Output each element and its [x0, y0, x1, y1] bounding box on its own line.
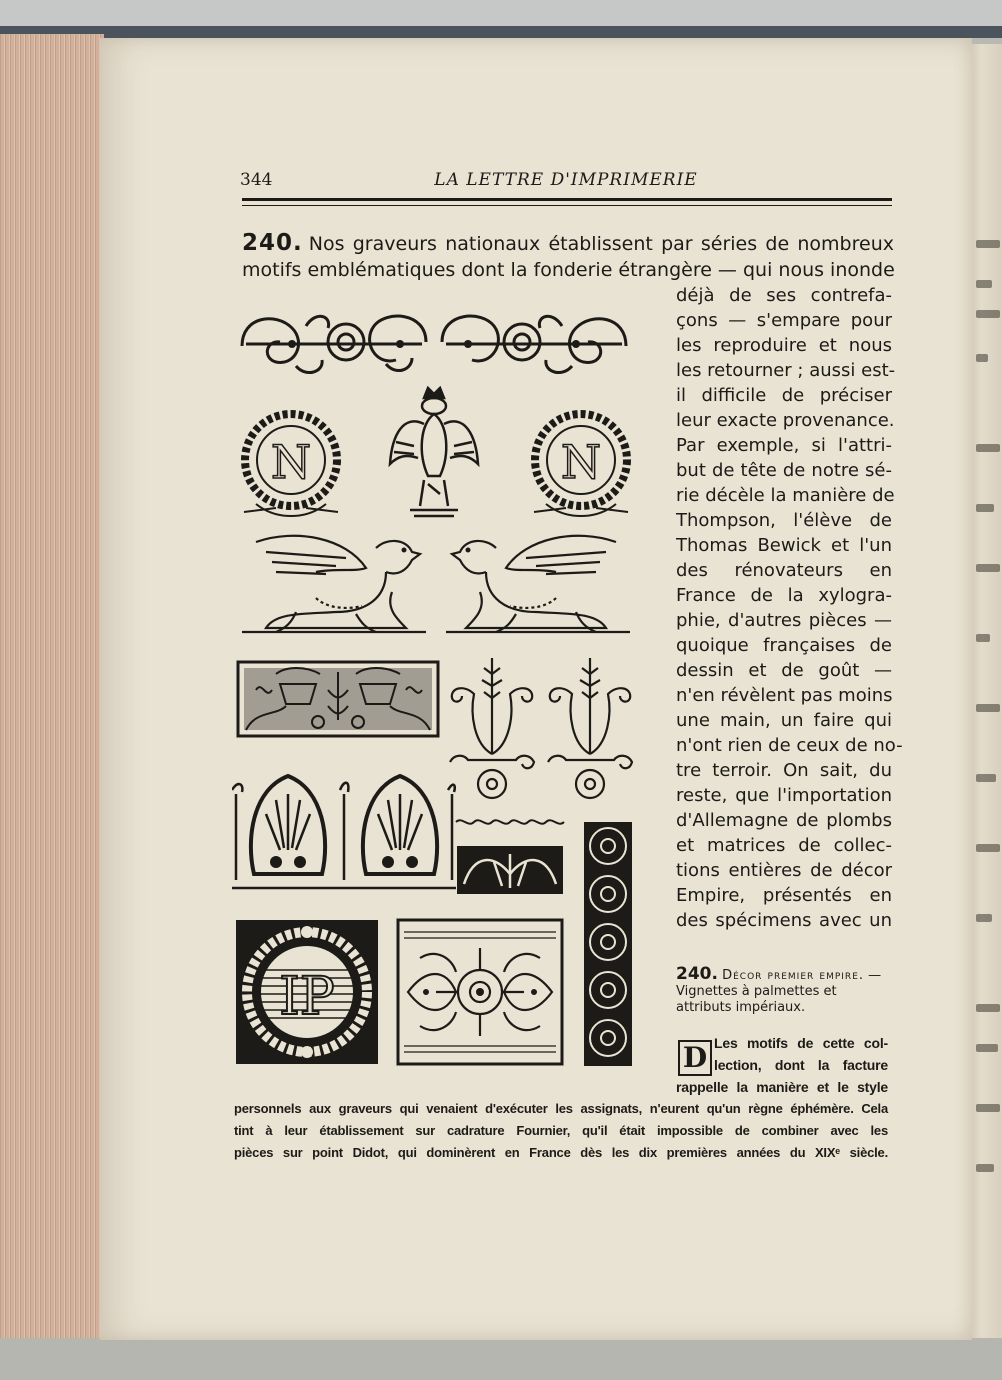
column-line: les retourner ; aussi est-	[676, 360, 896, 381]
palmette-plant-right	[542, 654, 638, 804]
acanthus-border-panel	[454, 814, 566, 898]
lead-line-2: motifs emblématiques dont la fonderie étrangère — qui nous inonde	[242, 259, 895, 281]
scroll-ornament-left	[236, 306, 432, 380]
column-line: une main, un faire qui	[676, 710, 892, 731]
griffin-right	[440, 528, 636, 638]
imperial-eagle	[384, 384, 484, 520]
wreath-left	[236, 408, 346, 520]
header-rule-thick	[242, 198, 892, 201]
column-line: il difficile de préciser	[676, 385, 892, 406]
column-line: France de la xylogra-	[676, 585, 892, 606]
column-line: but de tête de notre sé-	[676, 460, 892, 481]
palmette-plant-left	[444, 654, 540, 804]
caption-number: 240.	[676, 964, 718, 984]
figure-caption	[676, 966, 892, 1016]
column-line: et matrices de collec-	[676, 835, 892, 856]
wreath-letter-right: N	[560, 435, 602, 489]
note-line: lection, dont la facture	[714, 1057, 888, 1073]
column-line: Par exemple, si l'attri-	[676, 435, 892, 456]
column-line: déjà de ses contrefa-	[676, 285, 892, 306]
column-line: des spécimens avec un	[676, 910, 892, 931]
column-line: rie décèle la manière de	[676, 485, 895, 506]
ip-monogram-wreath	[234, 918, 380, 1066]
caption-title: Décor premier empire.	[722, 968, 865, 983]
rosette-tile	[396, 918, 564, 1066]
note-line: tint à leur établissement sur cadrature Fournier, qu'il était impossible de combiner avec les	[234, 1123, 888, 1138]
section-number: 240.	[242, 230, 303, 256]
note-line: rappelle la manière et le style	[676, 1079, 888, 1095]
header-rule-thin	[242, 205, 892, 206]
wreath-letter-left: N	[270, 435, 312, 489]
note-line: pièces sur point Didot, qui dominèrent en France dès les dix premières années du XIXᵉ siècle.	[234, 1145, 888, 1160]
column-line: Thomas Bewick et l'un	[676, 535, 892, 556]
next-page-edge	[968, 44, 1002, 1344]
griffin-left	[236, 528, 432, 638]
column-line: n'ont rien de ceux de no-	[676, 735, 903, 756]
column-line: d'Allemagne de plombs	[676, 810, 892, 831]
drop-cap: D	[678, 1040, 712, 1076]
anthemion-pair	[232, 770, 456, 896]
lead-line-1	[242, 231, 894, 257]
text-column	[676, 283, 903, 933]
column-line: Thompson, l'élève de	[676, 510, 892, 531]
book-cover-band	[0, 26, 1002, 38]
wreath-right	[526, 408, 636, 520]
page-number: 344	[240, 170, 273, 190]
column-line: leur exacte provenance.	[676, 410, 895, 431]
column-line: tre terroir. On sait, du	[676, 760, 892, 781]
page-header	[240, 170, 892, 192]
lead-text-1: Nos graveurs nationaux établissent par séries de nombreux	[308, 233, 894, 255]
running-title: LA LETTRE D'IMPRIMERIE	[434, 170, 698, 190]
column-line: phie, d'autres pièces —	[676, 610, 892, 631]
bottom-edge	[0, 1338, 1002, 1380]
rosette-column	[582, 820, 634, 1068]
column-line: dessin et de goût —	[676, 660, 892, 681]
column-line: tions entières de décor	[676, 860, 892, 881]
column-line: les reproduire et nous	[676, 335, 892, 356]
page-edges	[0, 34, 104, 1340]
column-line: Empire, présentés en	[676, 885, 892, 906]
scroll-ornament-right	[436, 306, 632, 380]
note-line: personnels aux graveurs qui venaient d'exécuter les assignats, n'eurent qu'un règne éphémère. Cela	[234, 1101, 888, 1116]
monogram-letters: IP	[279, 967, 335, 1027]
note-line: Les motifs de cette col-	[714, 1035, 888, 1051]
column-line: quoique françaises de	[676, 635, 892, 656]
caption-text: — Vignettes à palmettes et attributs impériaux.	[676, 968, 882, 1015]
column-line: reste, que l'importation	[676, 785, 892, 806]
urn-frieze-panel	[236, 660, 440, 738]
column-line: çons — s'empare pour	[676, 310, 892, 331]
column-line: des rénovateurs en	[676, 560, 892, 581]
column-line: n'en révèlent pas moins	[676, 685, 893, 706]
